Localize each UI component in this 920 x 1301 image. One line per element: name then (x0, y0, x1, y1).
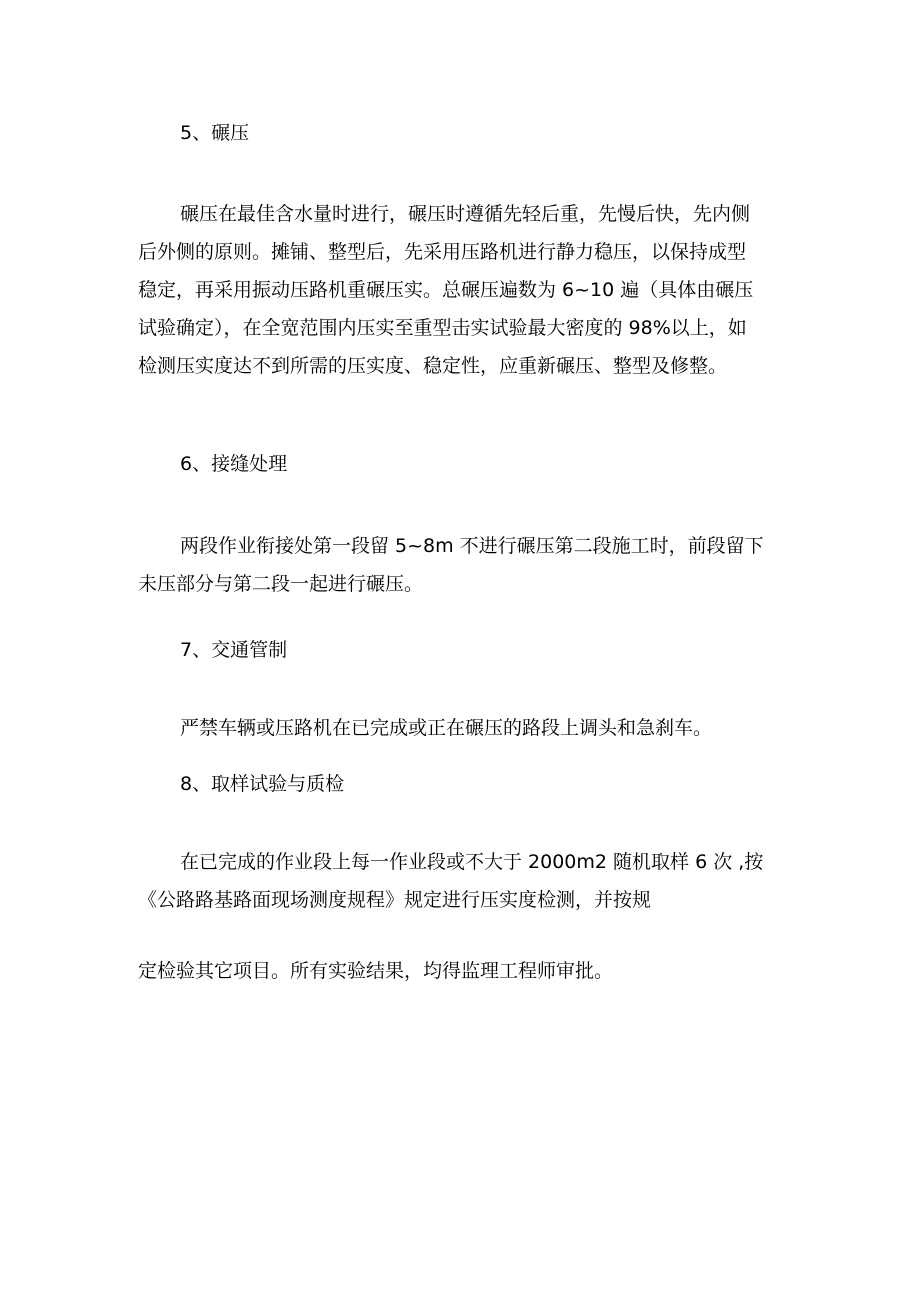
section-paragraph-8-continuation: 定检验其它项目。所有实验结果，均得监理工程师审批。 (138, 960, 614, 982)
section-heading-8: 8、取样试验与质检 (180, 773, 345, 795)
paragraph-line: 在已完成的作业段上每一作业段或不大于 2000m2 随机取样 6 次 ,按 (180, 851, 764, 873)
paragraph-line: 碾压在最佳含水量时进行，碾压时遵循先轻后重，先慢后快，先内侧 (180, 203, 751, 225)
paragraph-line: 检测压实度达不到所需的压实度、稳定性，应重新碾压、整型及修整。 (138, 355, 728, 377)
section-paragraph-8 (138, 843, 798, 919)
paragraph-line: 试验确定），在全宽范围内压实至重型击实试验最大密度的 98%以上，如 (138, 317, 747, 339)
section-heading-6: 6、接缝处理 (180, 453, 288, 475)
section-paragraph-7 (138, 709, 798, 747)
paragraph-line: 稳定，再采用振动压路机重碾压实。总碾压遍数为 6~10 遍（具体由碾压 (138, 279, 754, 301)
paragraph-line: 未压部分与第二段一起进行碾压。 (138, 573, 424, 595)
section-paragraph-6 (138, 527, 798, 603)
section-paragraph-5 (138, 195, 798, 385)
paragraph-line: 严禁车辆或压路机在已完成或正在碾压的路段上调头和急刹车。 (180, 717, 713, 739)
paragraph-line: 后外侧的原则。摊铺、整型后，先采用压路机进行静力稳压，以保持成型 (138, 241, 747, 263)
paragraph-line: 《公路路基路面现场测度规程》规定进行压实度检测，并按规 (138, 889, 652, 911)
section-heading-7: 7、交通管制 (180, 639, 288, 661)
paragraph-line: 两段作业衔接处第一段留 5~8m 不进行碾压第二段施工时，前段留下 (180, 535, 764, 557)
section-heading-5: 5、碾压 (180, 122, 250, 144)
